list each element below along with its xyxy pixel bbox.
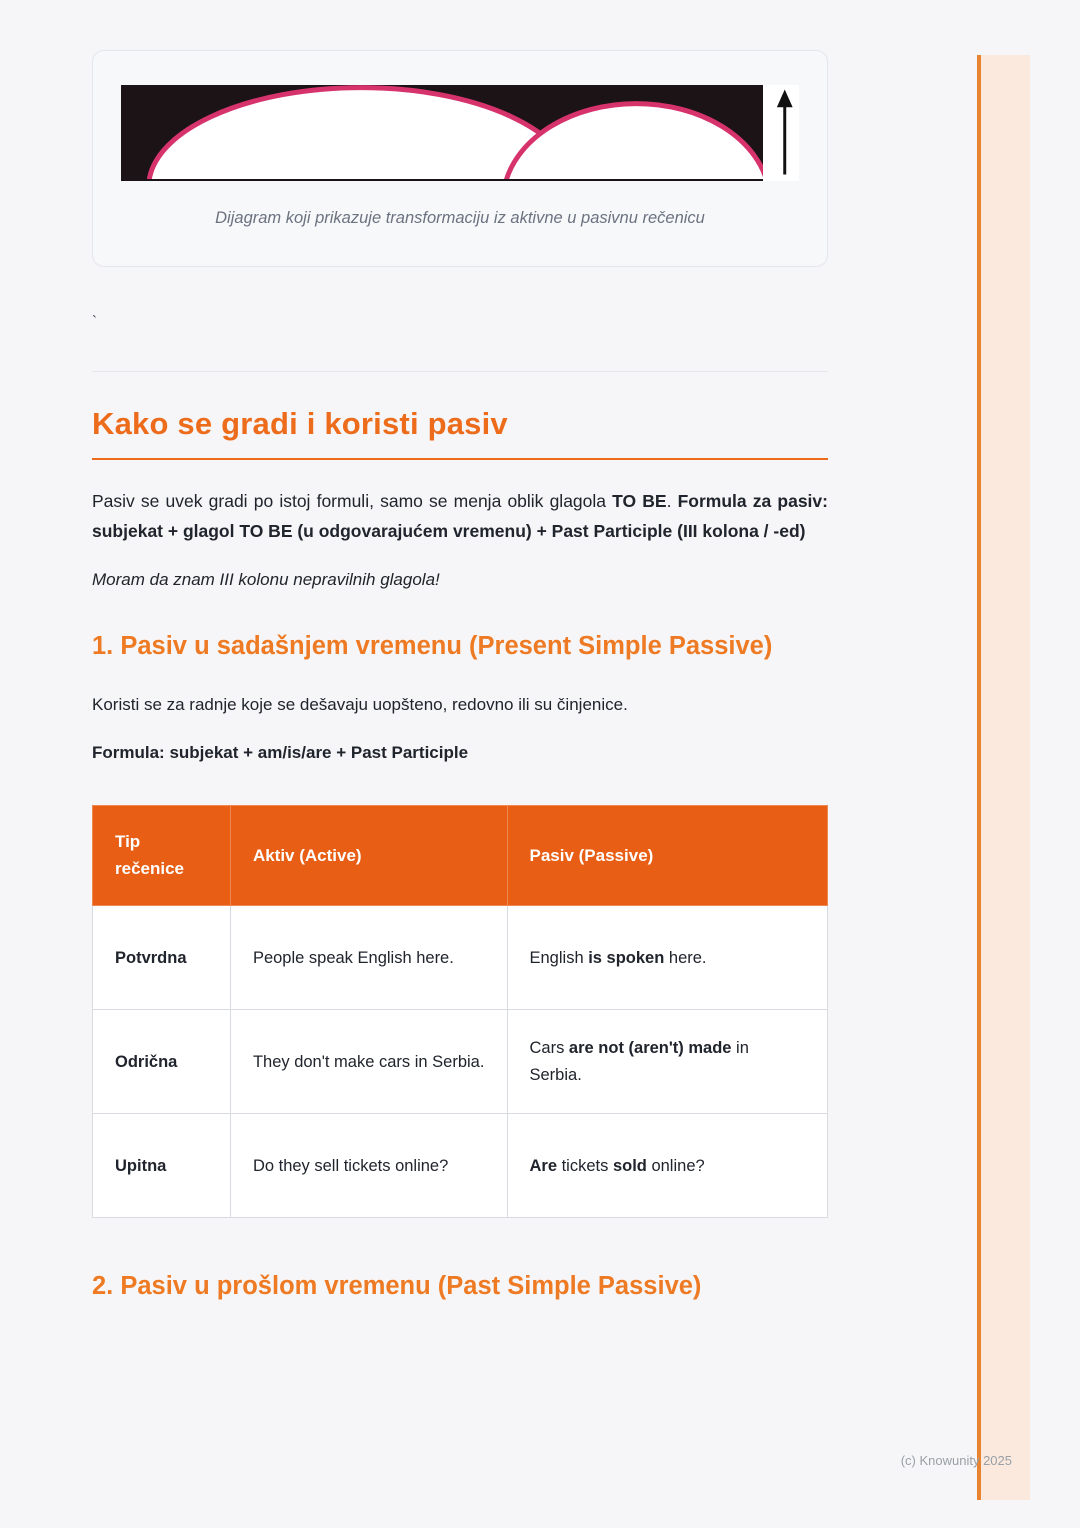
intro-text-1: Pasiv se uvek gradi po istoj formuli, samo se menja oblik glagola [92,491,613,511]
right-margin-band [977,55,1030,1500]
intro-text-2: . [666,491,678,511]
row-type: Potvrdna [93,906,231,1010]
row-type: Upitna [93,1114,231,1218]
intro-bold-to-be: TO BE [612,491,667,511]
passive-verb: sold [612,1156,647,1175]
active-sentence: People speak English here. [230,906,507,1010]
passive-text: tickets [557,1156,613,1175]
table-row [93,906,828,1010]
arrow-strip [763,85,799,181]
passive-sentence [507,1114,828,1218]
passive-text: English [529,948,589,967]
passive-verb: are not (aren't) made [568,1039,732,1058]
passive-verb: Are [529,1156,558,1175]
passive-sentence [507,906,828,1010]
passive-text: here. [664,948,707,967]
figure-caption: Dijagram koji prikazuje transformaciju iz aktivne u pasivnu rečenicu [215,209,705,227]
row-type: Odrična [93,1010,231,1114]
note-italic: Moram da znam III kolonu nepravilnih glagola! [92,570,440,590]
section1-formula: Formula: subjekat + am/is/are + Past Participle [92,743,469,763]
intro-paragraph [92,486,828,546]
section-divider [92,371,828,372]
active-sentence: Do they sell tickets online? [230,1114,507,1218]
present-simple-passive-table [92,805,828,1218]
active-sentence: They don't make cars in Serbia. [230,1010,507,1114]
up-arrow-icon [763,85,799,181]
content-column [92,0,828,1303]
passive-verb: is spoken [588,948,665,967]
passive-sentence [507,1010,828,1114]
passive-text: online? [646,1156,705,1175]
stray-backtick: ` [92,313,97,330]
intro-bold-formula: Formula za pasiv: subjekat + glagol TO BE (u odgovarajućem vremenu) + Past Participle (III kolona / -ed) [92,491,828,542]
section1-usage: Koristi se za radnje koje se dešavaju uopšteno, redovno ili su činjenice. [92,695,628,715]
table-header-type: Tip rečenice [93,806,231,906]
page-title: Kako se gradi i koristi pasiv [92,406,828,460]
figure-card [92,50,828,267]
table-row [93,1114,828,1218]
table-header-row [93,806,828,906]
table-header-passive: Pasiv (Passive) [507,806,828,906]
overlapping-arcs-icon [121,85,763,181]
copyright: (c) Knowunity 2025 [900,1453,1012,1468]
table-header-active: Aktiv (Active) [230,806,507,906]
table-row [93,1010,828,1114]
active-passive-diagram [121,85,799,181]
section2-heading: 2. Pasiv u prošlom vremenu (Past Simple Passive) [92,1272,702,1301]
section1-heading: 1. Pasiv u sadašnjem vremenu (Present Simple Passive) [92,632,773,661]
passive-text: in Serbia. [529,1039,749,1084]
passive-text: Cars [529,1039,569,1058]
